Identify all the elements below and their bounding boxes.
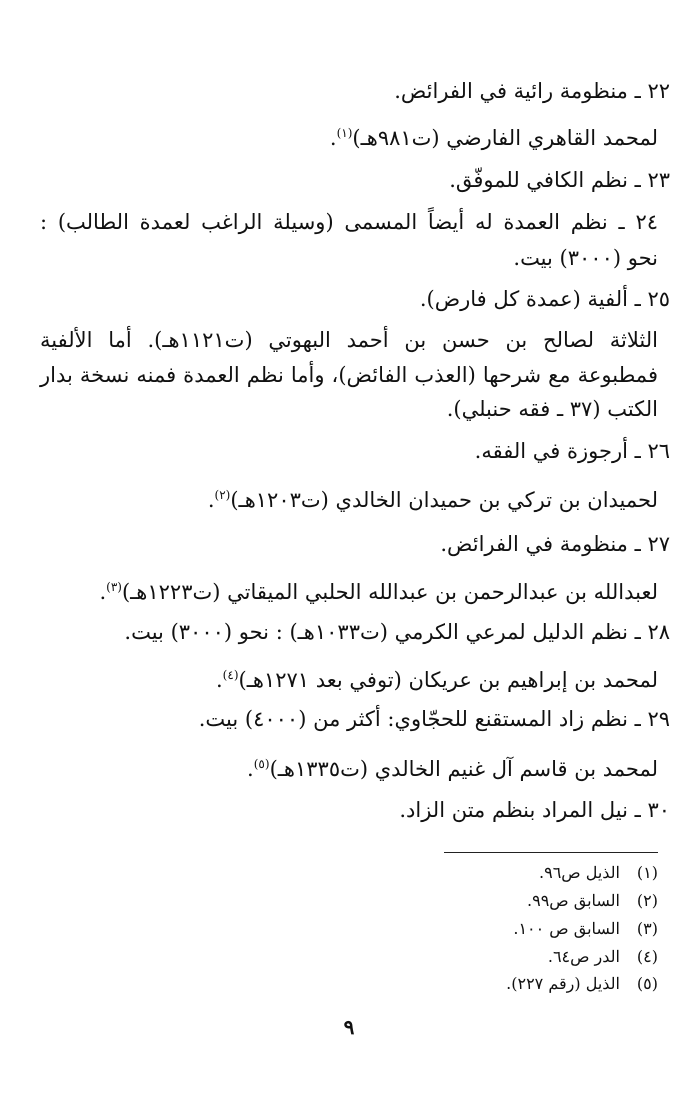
footnote-4: (٤)الدر ص٦٤. [547, 947, 658, 966]
entry-29-title: ٢٩ ـ نظم زاد المستقنع للحجّاوي: أكثر من (٤٠٠٠) بيت. [198, 707, 670, 731]
entry-23-title: ٢٣ ـ نظم الكافي للموفّق. [449, 168, 670, 192]
footnote-separator [444, 852, 658, 853]
entry-28-author: لمحمد بن إبراهيم بن عريكان (توفي بعد ١٢٧١هـ)$^{(٤)}$. [215, 668, 658, 692]
entry-24-extent: نحو (٣٠٠٠) بيت. [513, 246, 658, 270]
entry-27-author: لعبدالله بن عبدالرحمن بن عبدالله الحلبي الميقاتي (ت١٢٢٣هـ)$^{(٣)}$. [99, 580, 658, 604]
footnote-ref-4: (٤) [222, 668, 239, 682]
entry-27-title: ٢٧ ـ منظومة في الفرائض. [440, 532, 670, 556]
page-number: ٩ [343, 1015, 355, 1039]
footnote-ref-1: (١) [336, 126, 353, 140]
entry-25-note-line3: الكتب (٣٧ ـ فقه حنبلي). [446, 397, 658, 421]
footnote-5: (٥)الذيل (رقم ٢٢٧). [506, 974, 658, 993]
footnote-ref-2: (٢) [214, 488, 231, 502]
entry-30-title: ٣٠ ـ نيل المراد بنظم متن الزاد. [399, 798, 670, 822]
footnote-2: (٢)السابق ص٩٩. [527, 891, 658, 910]
entry-26-author: لحميدان بن تركي بن حميدان الخالدي (ت١٢٠٣هـ)$^{(٢)}$. [207, 488, 658, 512]
footnote-ref-3: (٣) [106, 580, 122, 594]
entry-29-author: لمحمد بن قاسم آل غنيم الخالدي (ت١٣٣٥هـ)$^{(٥)}$. [247, 757, 658, 781]
entry-28-title: ٢٨ ـ نظم الدليل لمرعي الكرمي (ت١٠٣٣هـ) : نحو (٣٠٠٠) بيت. [124, 620, 670, 644]
entry-22-author: لمحمد القاهري الفارضي (ت٩٨١هـ)$^{(١)}$. [329, 126, 658, 150]
entry-25-note-line2: فمطبوعة مع شرحها (العذب الفائض)، وأما نظم العمدة فمنه نسخة بدار [40, 363, 658, 387]
footnote-1: (١)الذيل ص٩٦. [539, 863, 658, 882]
entry-22-title: ٢٢ ـ منظومة رائية في الفرائض. [394, 79, 670, 103]
entry-25-title: ٢٥ ـ ألفية (عمدة كل فارض). [419, 287, 670, 311]
footnote-ref-5: (٥) [253, 757, 270, 771]
footnote-3: (٣)السابق ص ١٠٠. [513, 919, 658, 938]
entry-26-title: ٢٦ ـ أرجوزة في الفقه. [474, 439, 670, 463]
entry-25-note-line1: الثلاثة لصالح بن حسن بن أحمد البهوتي (ت١١٢١هـ). أما الألفية [40, 328, 658, 352]
entry-24-title: ٢٤ ـ نظم العمدة له أيضاً المسمى (وسيلة الراغب لعمدة الطالب) : [40, 210, 658, 234]
